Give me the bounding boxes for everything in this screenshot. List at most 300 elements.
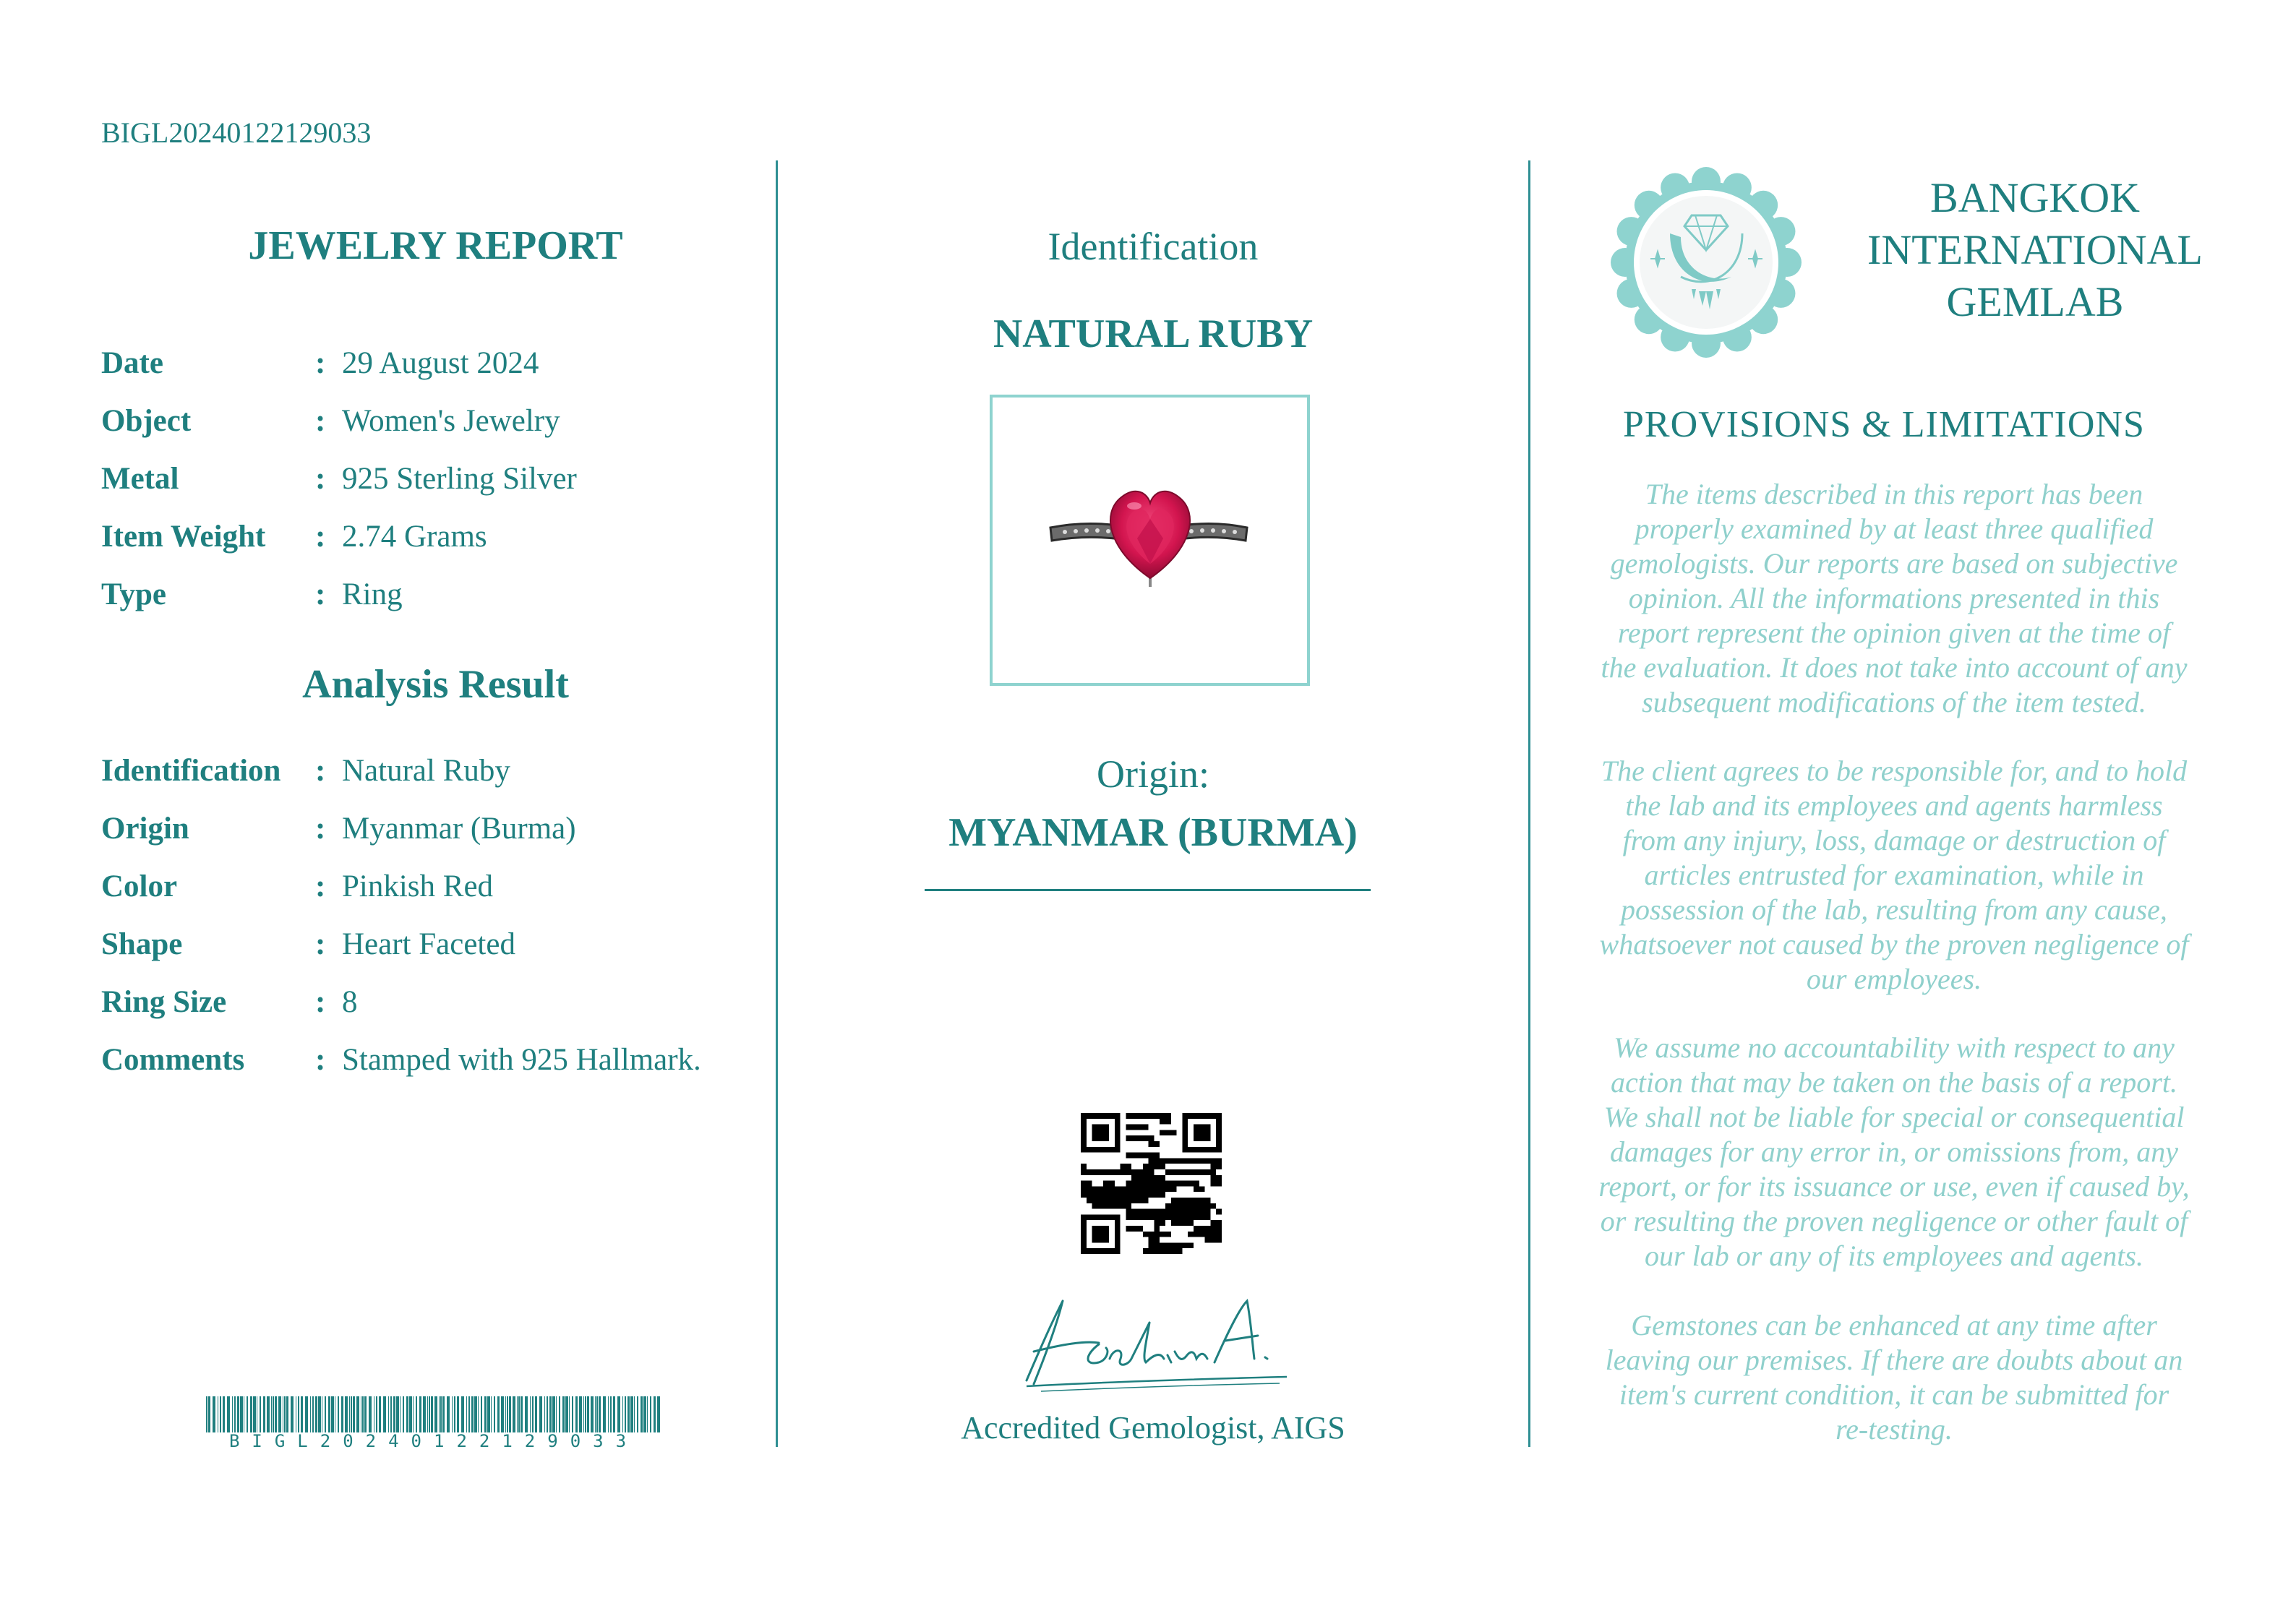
- qr-module: [1109, 1248, 1115, 1254]
- barcode-bar: [223, 1396, 225, 1432]
- qr-module: [1131, 1113, 1137, 1119]
- qr-module: [1131, 1175, 1137, 1181]
- analysis-row-origin: [101, 811, 781, 869]
- analysis-row-comments: [101, 1042, 781, 1100]
- qr-module: [1160, 1130, 1165, 1135]
- qr-module: [1160, 1119, 1165, 1125]
- barcode-bar: [481, 1396, 482, 1432]
- qr-module: [1092, 1237, 1098, 1243]
- qr-module: [1149, 1242, 1155, 1248]
- qr-module: [1149, 1175, 1155, 1181]
- qr-module: [1121, 1164, 1126, 1169]
- qr-module: [1143, 1135, 1149, 1141]
- qr-module: [1205, 1198, 1211, 1203]
- barcode-bar: [362, 1396, 364, 1432]
- qr-module: [1160, 1214, 1165, 1220]
- qr-module: [1081, 1248, 1087, 1254]
- qr-module: [1194, 1181, 1199, 1187]
- analysis-label: Color: [101, 869, 178, 903]
- barcode-bar: [634, 1396, 635, 1432]
- detail-colon: :: [315, 404, 326, 438]
- provisions-line: action that may be taken on the basis of a report.: [1611, 1066, 2177, 1099]
- qr-module: [1137, 1175, 1143, 1181]
- qr-module: [1103, 1226, 1109, 1232]
- provisions-line: gemologists. Our reports are based on subjective: [1610, 547, 2178, 580]
- provisions-line: the lab and its employees and agents harmless: [1625, 789, 2163, 822]
- analysis-value: Heart Faceted: [342, 927, 515, 961]
- barcode-bar: [559, 1396, 560, 1432]
- qr-module: [1092, 1186, 1098, 1192]
- qr-module: [1149, 1186, 1155, 1192]
- qr-module: [1199, 1214, 1205, 1220]
- qr-module: [1210, 1175, 1216, 1181]
- provisions-line: re-testing.: [1835, 1413, 1953, 1445]
- qr-module: [1188, 1203, 1194, 1209]
- qr-module: [1115, 1141, 1121, 1147]
- qr-module: [1216, 1119, 1222, 1125]
- qr-module: [1103, 1237, 1109, 1243]
- qr-module: [1109, 1186, 1115, 1192]
- provisions-line: the evaluation. It does not take into account of any: [1601, 651, 2188, 684]
- qr-module: [1103, 1214, 1109, 1220]
- qr-module: [1149, 1158, 1155, 1164]
- barcode-bar: [206, 1396, 207, 1432]
- analysis-value: Myanmar (Burma): [342, 812, 576, 846]
- detail-label: Object: [101, 404, 192, 438]
- barcode-bar: [643, 1396, 646, 1432]
- qr-module: [1126, 1169, 1131, 1175]
- barcode-bar: [369, 1396, 372, 1432]
- lab-name-line: BANGKOK: [1930, 174, 2140, 221]
- qr-module: [1097, 1198, 1103, 1203]
- qr-module: [1182, 1135, 1188, 1141]
- identification-value: NATURAL RUBY: [993, 312, 1314, 356]
- qr-module: [1182, 1130, 1188, 1135]
- qr-module: [1160, 1181, 1165, 1187]
- barcode-bar: [338, 1396, 339, 1432]
- origin-label: Origin:: [1097, 752, 1209, 796]
- provisions-line: Gemstones can be enhanced at any time after: [1631, 1309, 2157, 1341]
- barcode-bar: [530, 1396, 531, 1432]
- qr-module: [1154, 1237, 1160, 1243]
- analysis-label: Ring Size: [101, 985, 227, 1019]
- qr-module: [1171, 1198, 1177, 1203]
- qr-module: [1143, 1209, 1149, 1215]
- qr-module: [1115, 1220, 1121, 1226]
- qr-module: [1149, 1164, 1155, 1169]
- provisions-line: opinion. All the informations presented in this: [1628, 582, 2160, 614]
- qr-module: [1182, 1113, 1188, 1119]
- qr-module: [1194, 1113, 1199, 1119]
- barcode-bar: [298, 1396, 299, 1432]
- qr-module: [1154, 1164, 1160, 1169]
- barcode-bar: [341, 1396, 343, 1432]
- barcode-bar: [271, 1396, 272, 1432]
- qr-module: [1165, 1186, 1171, 1192]
- qr-module: [1081, 1135, 1087, 1141]
- barcode-bar: [440, 1396, 442, 1432]
- provisions-line: We assume no accountability with respect to any: [1614, 1031, 2175, 1064]
- qr-module: [1188, 1181, 1194, 1187]
- qr-module: [1103, 1203, 1109, 1209]
- qr-module: [1126, 1203, 1131, 1209]
- analysis-value: Natural Ruby: [342, 754, 510, 788]
- qr-module: [1115, 1125, 1121, 1130]
- qr-module: [1149, 1181, 1155, 1187]
- barcode-bar: [575, 1396, 578, 1432]
- qr-module: [1103, 1135, 1109, 1141]
- qr-module: [1182, 1220, 1188, 1226]
- qr-module: [1092, 1130, 1098, 1135]
- qr-module: [1131, 1135, 1137, 1141]
- barcode-bar: [647, 1396, 648, 1432]
- barcode-bar: [608, 1396, 609, 1432]
- qr-module: [1126, 1214, 1131, 1220]
- qr-module: [1205, 1169, 1211, 1175]
- qr-module: [1188, 1169, 1194, 1175]
- provisions-line: whatsoever not caused by the proven negligence of: [1599, 928, 2189, 961]
- provisions-line: our lab or any of its employees and agents.: [1645, 1240, 2143, 1272]
- qr-module: [1115, 1186, 1121, 1192]
- qr-module: [1092, 1214, 1098, 1220]
- qr-module: [1171, 1214, 1177, 1220]
- qr-module: [1149, 1232, 1155, 1237]
- qr-module: [1199, 1158, 1205, 1164]
- barcode-bar: [253, 1396, 256, 1432]
- provisions-line: leaving our premises. If there are doubts about an: [1605, 1344, 2183, 1376]
- qr-module: [1115, 1147, 1121, 1153]
- barcode-bar: [227, 1396, 230, 1432]
- qr-module: [1081, 1130, 1087, 1135]
- qr-module: [1194, 1232, 1199, 1237]
- qr-module: [1216, 1135, 1222, 1141]
- qr-module: [1194, 1147, 1199, 1153]
- barcode-bar: [284, 1396, 286, 1432]
- barcode-bar: [596, 1396, 598, 1432]
- barcode-bar: [442, 1396, 445, 1432]
- barcode-bar: [509, 1396, 511, 1432]
- qr-module: [1115, 1169, 1121, 1175]
- barcode-bar: [234, 1396, 236, 1432]
- qr-module: [1103, 1147, 1109, 1153]
- qr-module: [1087, 1147, 1092, 1153]
- provisions-line: damages for any error in, or omissions from, any: [1610, 1135, 2178, 1168]
- barcode-bar: [286, 1396, 288, 1432]
- barcode-bar: [318, 1396, 321, 1432]
- qr-module: [1210, 1226, 1216, 1232]
- qr-module: [1194, 1169, 1199, 1175]
- qr-module: [1103, 1232, 1109, 1237]
- qr-module: [1097, 1135, 1103, 1141]
- qr-module: [1171, 1209, 1177, 1215]
- qr-module: [1143, 1192, 1149, 1198]
- qr-module: [1081, 1169, 1087, 1175]
- barcode-bar: [466, 1396, 467, 1432]
- ring-photo: [993, 398, 1307, 683]
- barcode-bar: [452, 1396, 453, 1432]
- qr-module: [1149, 1214, 1155, 1220]
- qr-module: [1121, 1198, 1126, 1203]
- qr-module: [1160, 1209, 1165, 1215]
- qr-module: [1177, 1169, 1183, 1175]
- barcode-bar: [328, 1396, 330, 1432]
- barcode-bar: [351, 1396, 352, 1432]
- qr-module: [1126, 1226, 1131, 1232]
- qr-module: [1171, 1203, 1177, 1209]
- qr-module: [1199, 1130, 1205, 1135]
- qr-module: [1199, 1113, 1205, 1119]
- detail-row-type: [101, 577, 781, 635]
- barcode-bar: [525, 1396, 528, 1432]
- qr-module: [1081, 1242, 1087, 1248]
- detail-label: Date: [101, 346, 163, 380]
- qr-module: [1177, 1220, 1183, 1226]
- qr-module: [1121, 1169, 1126, 1175]
- qr-module: [1154, 1232, 1160, 1237]
- barcode-text: BIGL20240122129033: [228, 1431, 639, 1451]
- qr-module: [1092, 1203, 1098, 1209]
- detail-row-metal: [101, 461, 781, 519]
- qr-module: [1165, 1242, 1171, 1248]
- analysis-title: Analysis Result: [302, 662, 569, 707]
- analysis-label: Shape: [101, 927, 183, 961]
- qr-module: [1081, 1125, 1087, 1130]
- qr-module: [1177, 1248, 1183, 1254]
- identification-label: Identification: [1048, 225, 1259, 268]
- qr-module: [1216, 1175, 1222, 1181]
- qr-module: [1126, 1113, 1131, 1119]
- ring-photo-frame: [990, 395, 1310, 686]
- barcode-bar: [591, 1396, 594, 1432]
- analysis-label: Comments: [101, 1043, 245, 1077]
- barcode-bar: [544, 1396, 545, 1432]
- barcode-bar: [461, 1396, 464, 1432]
- qr-module: [1137, 1125, 1143, 1130]
- provisions-paragraph-4: [1576, 1308, 2212, 1447]
- qr-module: [1092, 1135, 1098, 1141]
- qr-module: [1097, 1214, 1103, 1220]
- qr-module: [1081, 1237, 1087, 1243]
- qr-module: [1188, 1242, 1194, 1248]
- detail-colon: :: [315, 346, 326, 380]
- qr-module: [1177, 1214, 1183, 1220]
- qr-module: [1171, 1248, 1177, 1254]
- qr-module: [1081, 1226, 1087, 1232]
- provisions-line: The items described in this report has been: [1645, 478, 2143, 510]
- qr-module: [1160, 1158, 1165, 1164]
- qr-module: [1199, 1209, 1205, 1215]
- qr-module: [1126, 1181, 1131, 1187]
- qr-module: [1165, 1169, 1171, 1175]
- qr-module: [1109, 1113, 1115, 1119]
- qr-module: [1097, 1186, 1103, 1192]
- qr-module: [1210, 1113, 1216, 1119]
- qr-module: [1109, 1181, 1115, 1187]
- barcode-bar: [556, 1396, 557, 1432]
- barcode-bar: [291, 1396, 294, 1432]
- qr-module: [1160, 1175, 1165, 1181]
- barcode-bar: [517, 1396, 518, 1432]
- barcode-bar: [447, 1396, 450, 1432]
- qr-module: [1121, 1192, 1126, 1198]
- barcode-bar: [364, 1396, 367, 1432]
- qr-module: [1103, 1248, 1109, 1254]
- barcode-bar: [413, 1396, 414, 1432]
- detail-row-date: [101, 345, 781, 403]
- barcode-bar: [312, 1396, 314, 1432]
- qr-module: [1097, 1248, 1103, 1254]
- barcode-bar: [393, 1396, 395, 1432]
- barcode-bar: [507, 1396, 508, 1432]
- barcode-bar: [220, 1396, 221, 1432]
- qr-module: [1143, 1198, 1149, 1203]
- qr-module: [1205, 1147, 1211, 1153]
- qr-module: [1171, 1130, 1177, 1135]
- qr-module: [1216, 1220, 1222, 1226]
- qr-module: [1216, 1113, 1222, 1119]
- barcode-bar: [325, 1396, 326, 1432]
- qr-module: [1143, 1113, 1149, 1119]
- barcode-bar: [278, 1396, 281, 1432]
- qr-module: [1171, 1242, 1177, 1248]
- lab-name: [1847, 172, 2223, 328]
- barcode-bar: [356, 1396, 359, 1432]
- qr-module: [1109, 1147, 1115, 1153]
- qr-module: [1143, 1181, 1149, 1187]
- qr-module: [1115, 1119, 1121, 1125]
- provisions-line: subsequent modifications of the item tested.: [1642, 686, 2146, 718]
- barcode-bar: [247, 1396, 248, 1432]
- barcode-bar: [396, 1396, 399, 1432]
- qr-module: [1154, 1175, 1160, 1181]
- qr-module: [1205, 1158, 1211, 1164]
- provisions-line: report, or for its issuance or use, even if caused by,: [1598, 1170, 2190, 1203]
- qr-module: [1109, 1192, 1115, 1198]
- qr-module: [1137, 1226, 1143, 1232]
- qr-module: [1216, 1209, 1222, 1215]
- qr-module: [1165, 1113, 1171, 1119]
- barcode-bar: [305, 1396, 308, 1432]
- barcode-bar: [497, 1396, 500, 1432]
- qr-module: [1165, 1248, 1171, 1254]
- analysis-row-ring-size: [101, 984, 781, 1042]
- origin-divider: [925, 889, 1371, 891]
- qr-module: [1081, 1232, 1087, 1237]
- qr-module: [1199, 1169, 1205, 1175]
- barcode-bar: [260, 1396, 261, 1432]
- qr-module: [1097, 1226, 1103, 1232]
- qr-module: [1154, 1181, 1160, 1187]
- detail-row-item-weight: [101, 519, 781, 577]
- barcode-bar: [583, 1396, 584, 1432]
- barcode-bar: [478, 1396, 479, 1432]
- provisions-line: report represent the opinion given at the time of: [1617, 616, 2171, 649]
- analysis-row-identification: [101, 753, 781, 811]
- qr-module: [1126, 1192, 1131, 1198]
- barcode-bar: [416, 1396, 417, 1432]
- qr-module: [1109, 1169, 1115, 1175]
- barcode-bar: [409, 1396, 412, 1432]
- qr-module: [1081, 1164, 1087, 1169]
- detail-colon: :: [315, 520, 326, 554]
- qr-module: [1087, 1248, 1092, 1254]
- qr-module: [1160, 1232, 1165, 1237]
- qr-module: [1210, 1169, 1216, 1175]
- barcode-bar: [549, 1396, 552, 1432]
- qr-module: [1188, 1232, 1194, 1237]
- qr-module: [1171, 1158, 1177, 1164]
- qr-module: [1103, 1181, 1109, 1187]
- qr-module: [1177, 1181, 1183, 1187]
- analysis-label: Identification: [101, 754, 281, 788]
- qr-module: [1188, 1209, 1194, 1215]
- barcode-bar: [454, 1396, 455, 1432]
- detail-label: Metal: [101, 462, 179, 496]
- qr-module: [1205, 1237, 1211, 1243]
- qr-module: [1199, 1147, 1205, 1153]
- qr-module: [1115, 1130, 1121, 1135]
- barcode-bar: [587, 1396, 589, 1432]
- qr-module: [1210, 1147, 1216, 1153]
- detail-label: Item Weight: [101, 520, 266, 554]
- qr-module: [1188, 1147, 1194, 1153]
- qr-module: [1154, 1226, 1160, 1232]
- qr-module: [1081, 1181, 1087, 1187]
- barcode-bar: [388, 1396, 389, 1432]
- qr-module: [1097, 1147, 1103, 1153]
- qr-module: [1177, 1158, 1183, 1164]
- qr-module: [1149, 1169, 1155, 1175]
- qr-module: [1194, 1214, 1199, 1220]
- qr-module: [1126, 1198, 1131, 1203]
- qr-module: [1126, 1186, 1131, 1192]
- qr-module: [1143, 1186, 1149, 1192]
- barcode-bar: [431, 1396, 433, 1432]
- report-id: BIGL20240122129033: [101, 116, 372, 149]
- barcode-bar: [595, 1396, 596, 1432]
- qr-module: [1137, 1181, 1143, 1187]
- barcode-bar: [471, 1396, 474, 1432]
- qr-module: [1182, 1169, 1188, 1175]
- qr-module: [1182, 1214, 1188, 1220]
- qr-module: [1165, 1232, 1171, 1237]
- analysis-value: Stamped with 925 Hallmark.: [342, 1043, 701, 1077]
- qr-module: [1131, 1226, 1137, 1232]
- provisions-line: properly examined by at least three qualified: [1635, 512, 2154, 545]
- qr-module: [1210, 1232, 1216, 1237]
- qr-module: [1199, 1232, 1205, 1237]
- barcode-bar: [331, 1396, 334, 1432]
- qr-module: [1103, 1113, 1109, 1119]
- qr-module: [1092, 1125, 1098, 1130]
- qr-module: [1154, 1192, 1160, 1198]
- qr-module: [1210, 1203, 1216, 1209]
- qr-module: [1160, 1186, 1165, 1192]
- qr-module: [1081, 1186, 1087, 1192]
- qr-module: [1199, 1186, 1205, 1192]
- qr-module: [1160, 1220, 1165, 1226]
- qr-module: [1216, 1226, 1222, 1232]
- qr-module: [1092, 1169, 1098, 1175]
- barcode-bar: [622, 1396, 623, 1432]
- qr-module: [1216, 1130, 1222, 1135]
- qr-module: [1160, 1248, 1165, 1254]
- qr-module: [1188, 1198, 1194, 1203]
- qr-module: [1137, 1186, 1143, 1192]
- provisions-paragraph-1: [1576, 477, 2212, 720]
- qr-module: [1188, 1158, 1194, 1164]
- qr-module: [1210, 1158, 1216, 1164]
